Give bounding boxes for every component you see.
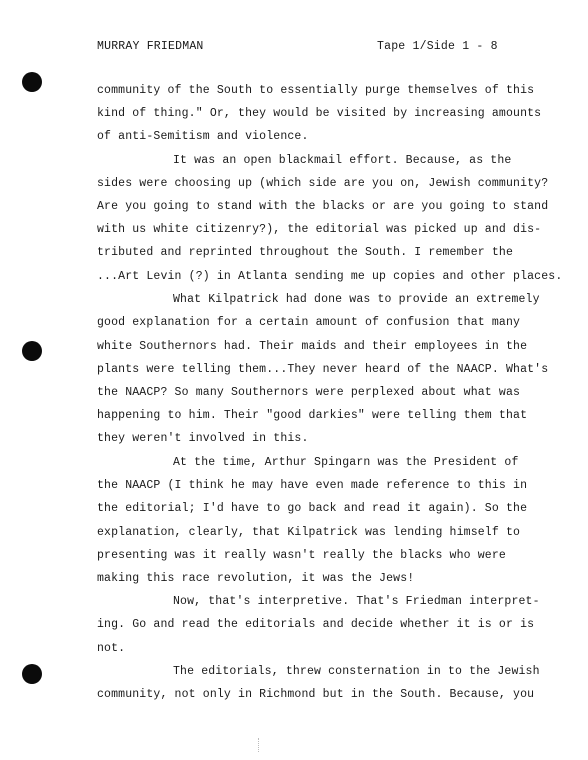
- text-line: making this race revolution, it was the Jews!: [97, 572, 415, 585]
- text-line: they weren't involved in this.: [97, 432, 309, 445]
- text-line: good explanation for a certain amount of confusion that many: [97, 316, 521, 329]
- text-line: Now, that's interpretive. That's Friedman interpret-: [173, 595, 540, 608]
- text-line: Are you going to stand with the blacks or are you going to stand: [97, 200, 549, 213]
- text-line: with us white citizenry?), the editorial was picked up and dis-: [97, 223, 542, 236]
- text-line: happening to him. Their "good darkies" were telling them that: [97, 409, 528, 422]
- text-line: the editorial; I'd have to go back and read it again). So the: [97, 502, 528, 515]
- text-line: It was an open blackmail effort. Because, as the: [173, 154, 512, 167]
- text-line: ing. Go and read the editorials and decide whether it is or is: [97, 618, 535, 631]
- text-line: explanation, clearly, that Kilpatrick was lending himself to: [97, 526, 521, 539]
- scan-artifact: [258, 738, 260, 752]
- text-line: plants were telling them...They never heard of the NAACP. What's: [97, 363, 549, 376]
- binder-hole: [22, 664, 42, 684]
- text-line: community of the South to essentially purge themselves of this: [97, 84, 535, 97]
- tape-label: Tape 1/Side 1 - 8: [377, 40, 498, 53]
- text-line: The editorials, threw consternation in to the Jewish: [173, 665, 540, 678]
- interviewee-name: MURRAY FRIEDMAN: [97, 40, 204, 53]
- text-line: tributed and reprinted throughout the South. I remember the: [97, 246, 514, 259]
- text-line: of anti-Semitism and violence.: [97, 130, 309, 143]
- text-line: sides were choosing up (which side are you on, Jewish community?: [97, 177, 549, 190]
- text-line: not.: [97, 642, 126, 655]
- text-line: the NAACP? So many Southernors were perplexed about what was: [97, 386, 521, 399]
- text-line: the NAACP (I think he may have even made reference to this in: [97, 479, 528, 492]
- binder-hole: [22, 72, 42, 92]
- text-line: kind of thing." Or, they would be visited by increasing amounts: [97, 107, 542, 120]
- text-line: white Southernors had. Their maids and their employees in the: [97, 340, 528, 353]
- text-line: presenting was it really wasn't really the blacks who were: [97, 549, 506, 562]
- binder-hole: [22, 341, 42, 361]
- text-line: What Kilpatrick had done was to provide an extremely: [173, 293, 540, 306]
- text-line: community, not only in Richmond but in the South. Because, you: [97, 688, 535, 701]
- text-line: ...Art Levin (?) in Atlanta sending me up copies and other places.: [97, 270, 563, 283]
- text-line: At the time, Arthur Spingarn was the President of: [173, 456, 519, 469]
